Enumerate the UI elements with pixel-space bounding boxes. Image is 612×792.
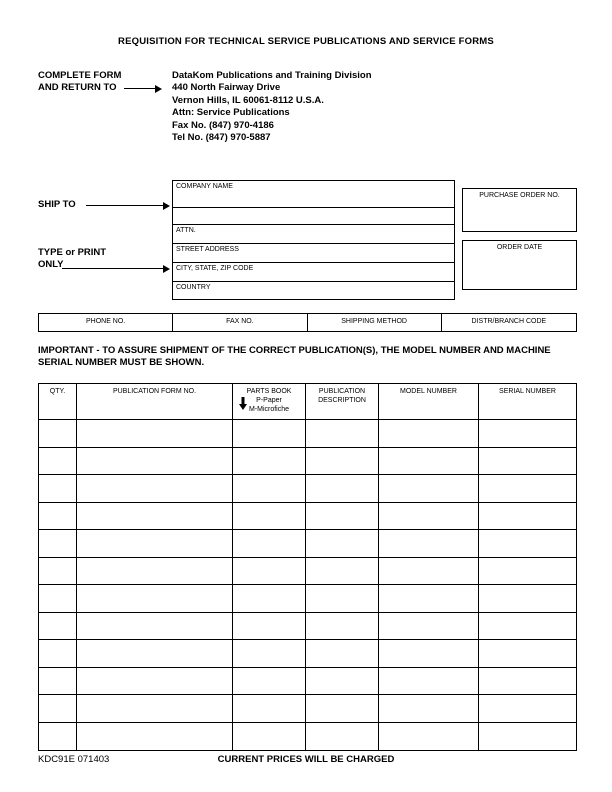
ship-to-field-street-address: [173, 244, 454, 263]
arrow-down-icon: [239, 397, 247, 410]
field-label: [173, 208, 454, 210]
order-table-cell-model: [379, 475, 479, 502]
order-table-row: [39, 640, 576, 668]
arrow-right-icon: [124, 88, 160, 89]
order-table-row: [39, 503, 576, 531]
arrow-right-icon: [86, 205, 168, 206]
field-label: ATTN.: [176, 227, 196, 234]
order-table-cell-form: [77, 503, 233, 530]
ship-to-field-country: [173, 282, 454, 299]
order-table-cell-form: [77, 668, 233, 695]
order-table-cell-model: [379, 420, 479, 447]
order-table-cell-model: [379, 695, 479, 722]
order-table-row: [39, 723, 576, 751]
form-title: REQUISITION FOR TECHNICAL SERVICE PUBLICATIONS AND SERVICE FORMS: [118, 36, 494, 47]
ship-to-label: SHIP TO: [38, 199, 76, 210]
header-parts-book: [233, 384, 306, 419]
order-table-cell-parts: [233, 530, 306, 557]
order-table-row: [39, 558, 576, 586]
important-note: IMPORTANT - TO ASSURE SHIPMENT OF THE CORRECT PUBLICATION(S), THE MODEL NUMBER AND MACHINE SERIAL NUMBER MUST BE SHOWN.: [38, 345, 551, 368]
order-table-cell-parts: [233, 475, 306, 502]
order-table-cell-serial: [479, 475, 576, 502]
order-table-cell-desc: [306, 613, 379, 640]
order-table-cell-model: [379, 723, 479, 751]
return-address-line: 440 North Fairway Drive: [172, 82, 281, 94]
order-table-cell-desc: [306, 558, 379, 585]
order-table-row: [39, 530, 576, 558]
ship-to-field-company-name: [173, 181, 454, 208]
order-table-cell-parts: [233, 723, 306, 751]
header-model-number: MODEL NUMBER: [379, 384, 479, 419]
parts-book-title: PARTS BOOK: [246, 388, 292, 395]
order-table-cell-qty: [39, 640, 77, 667]
order-date-label: ORDER DATE: [496, 244, 543, 251]
order-table-cell-form: [77, 695, 233, 722]
fax-no-cell: FAX NO.: [173, 314, 307, 331]
order-table-cell-qty: [39, 530, 77, 557]
order-table-cell-form: [77, 723, 233, 751]
type-or-print-line2: ONLY: [38, 259, 64, 270]
header-publication-form-no: PUBLICATION FORM NO.: [77, 384, 233, 419]
order-table-cell-parts: [233, 613, 306, 640]
order-table-cell-model: [379, 503, 479, 530]
order-table-cell-model: [379, 585, 479, 612]
order-table-cell-model: [379, 613, 479, 640]
current-prices-notice: CURRENT PRICES WILL BE CHARGED: [217, 754, 395, 765]
order-table-row: [39, 613, 576, 641]
field-label: STREET ADDRESS: [176, 246, 239, 253]
form-code: KDC91E 071403: [38, 754, 110, 765]
order-table-cell-serial: [479, 695, 576, 722]
parts-book-paper-option: P-Paper: [256, 397, 282, 404]
order-table-cell-qty: [39, 723, 77, 751]
order-table-cell-parts: [233, 420, 306, 447]
order-table-cell-form: [77, 640, 233, 667]
order-table-row: [39, 585, 576, 613]
order-table-cell-serial: [479, 448, 576, 475]
order-table-cell-qty: [39, 668, 77, 695]
order-table-cell-serial: [479, 640, 576, 667]
order-table-cell-serial: [479, 558, 576, 585]
order-table-cell-form: [77, 530, 233, 557]
order-table-cell-serial: [479, 503, 576, 530]
order-table-cell-desc: [306, 640, 379, 667]
complete-form-return-to-label: [38, 70, 121, 94]
order-table-cell-parts: [233, 448, 306, 475]
order-table-cell-parts: [233, 585, 306, 612]
return-address-line: Fax No. (847) 970-4186: [172, 119, 274, 131]
contact-info-row: [38, 313, 577, 332]
order-table-cell-model: [379, 668, 479, 695]
header-qty: QTY.: [39, 384, 77, 419]
order-table-cell-qty: [39, 613, 77, 640]
order-table-cell-parts: [233, 558, 306, 585]
order-table-cell-form: [77, 448, 233, 475]
order-table-cell-serial: [479, 585, 576, 612]
order-table-cell-serial: [479, 530, 576, 557]
order-table-cell-desc: [306, 668, 379, 695]
order-table-row: [39, 668, 576, 696]
ship-to-box: [172, 180, 455, 300]
order-table-cell-model: [379, 640, 479, 667]
order-table-header: [39, 384, 576, 420]
order-table-body: [39, 420, 576, 750]
order-table-cell-serial: [479, 613, 576, 640]
order-table-cell-model: [379, 558, 479, 585]
distr-branch-code-cell: DISTR/BRANCH CODE: [471, 318, 547, 325]
field-label: COUNTRY: [176, 284, 211, 291]
order-table-cell-qty: [39, 695, 77, 722]
order-table-cell-parts: [233, 503, 306, 530]
order-table-cell-serial: [479, 668, 576, 695]
order-table-cell-serial: [479, 420, 576, 447]
order-table-row: [39, 448, 576, 476]
order-table-cell-desc: [306, 723, 379, 751]
phone-no-cell: PHONE NO.: [39, 314, 173, 331]
order-table-row: [39, 695, 576, 723]
return-address-line: Attn: Service Publications: [172, 107, 290, 119]
parts-book-microfiche-option: M-Microfiche: [248, 406, 290, 413]
order-table-cell-desc: [306, 585, 379, 612]
complete-form-line1: COMPLETE FORM: [38, 70, 122, 81]
arrow-right-icon: [62, 268, 168, 269]
purchase-order-box: [462, 188, 577, 232]
field-label: COMPANY NAME: [176, 183, 233, 190]
order-table-cell-desc: [306, 420, 379, 447]
header-publication-description: PUBLICATION DESCRIPTION: [306, 384, 379, 419]
type-or-print-line1: TYPE or PRINT: [38, 247, 107, 258]
order-table-cell-qty: [39, 558, 77, 585]
field-label: CITY, STATE, ZIP CODE: [176, 265, 254, 272]
order-table-cell-form: [77, 420, 233, 447]
order-table: [38, 383, 577, 751]
order-table-cell-form: [77, 585, 233, 612]
purchase-order-label: PURCHASE ORDER NO.: [479, 192, 560, 199]
return-address-line: Vernon Hills, IL 60061-8112 U.S.A.: [172, 94, 324, 106]
order-table-cell-desc: [306, 530, 379, 557]
order-table-row: [39, 420, 576, 448]
order-table-cell-qty: [39, 475, 77, 502]
return-address-line: Tel No. (847) 970-5887: [172, 132, 271, 144]
order-table-cell-form: [77, 475, 233, 502]
order-table-cell-desc: [306, 503, 379, 530]
order-table-cell-desc: [306, 695, 379, 722]
order-table-cell-qty: [39, 448, 77, 475]
return-address: [172, 70, 372, 144]
order-date-box: [462, 240, 577, 290]
order-table-cell-parts: [233, 695, 306, 722]
header-serial-number: SERIAL NUMBER: [499, 388, 556, 395]
order-table-cell-model: [379, 448, 479, 475]
complete-form-line2: AND RETURN TO: [38, 82, 117, 93]
order-table-row: [39, 475, 576, 503]
order-table-cell-parts: [233, 640, 306, 667]
order-table-cell-form: [77, 558, 233, 585]
shipping-method-cell: SHIPPING METHOD: [308, 314, 442, 331]
ship-to-field-blank: [173, 208, 454, 225]
return-address-line: DataKom Publications and Training Division: [172, 70, 372, 81]
order-table-cell-form: [77, 613, 233, 640]
order-table-cell-parts: [233, 668, 306, 695]
order-table-cell-serial: [479, 723, 576, 751]
order-table-cell-qty: [39, 420, 77, 447]
order-table-cell-desc: [306, 448, 379, 475]
order-table-cell-qty: [39, 585, 77, 612]
order-table-cell-model: [379, 530, 479, 557]
order-table-cell-desc: [306, 475, 379, 502]
ship-to-field-attn: [173, 225, 454, 244]
order-table-cell-qty: [39, 503, 77, 530]
ship-to-field-city-state-zip: [173, 263, 454, 282]
